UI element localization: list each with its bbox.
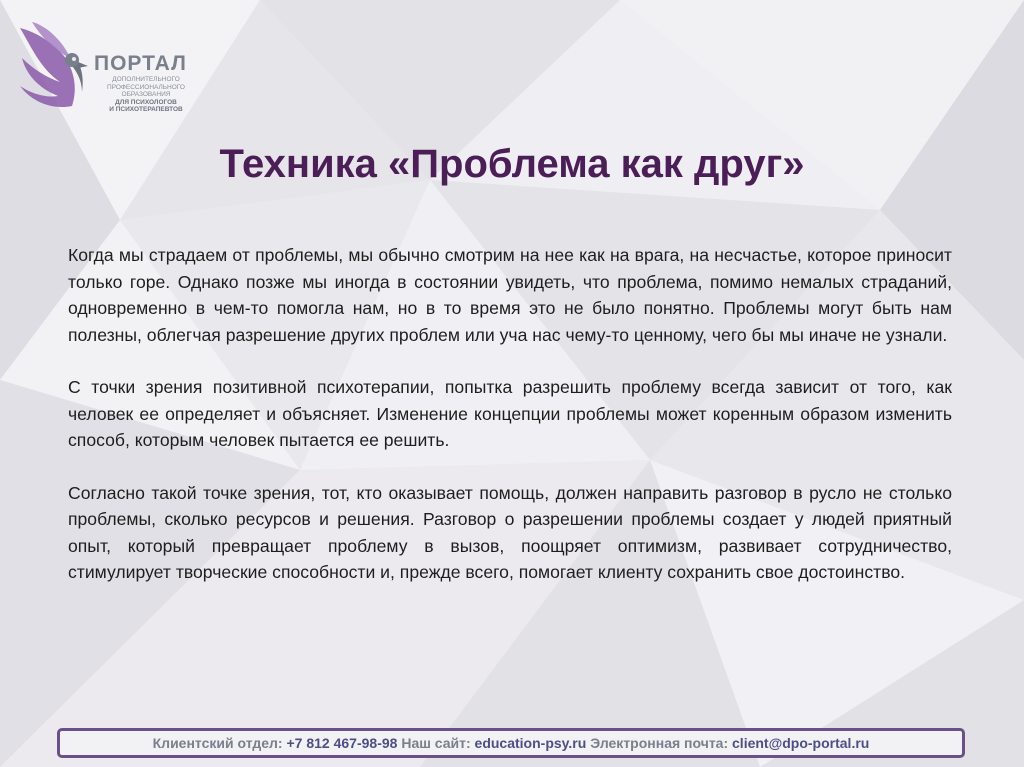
slide-body: [68, 242, 952, 612]
logo-title: ПОРТАЛ: [94, 52, 187, 75]
logo-line: ОБРАЗОВАНИЯ: [121, 91, 171, 98]
paragraph: Согласно такой точке зрения, тот, кто оказывает помощь, должен направить разговор в русло не столько проблемы, сколько ресурсов и решения. Разговор о разрешении проблемы создает у людей приятный опыт, который превращает проблему в вызов, поощряет оптимизм, развивает сотрудничество, стимулирует творческие способности и, прежде всего, помогает клиенту сохранить свое достоинство.: [68, 482, 952, 582]
phone-number[interactable]: +7 812 467-98-98: [286, 735, 398, 751]
logo-line: ДЛЯ ПСИХОЛОГОВ: [115, 98, 177, 106]
paragraph: С точки зрения позитивной психотерапии, попытка разрешить проблему всегда зависит от того, как человек ее определяет и объясняет. Изменение концепции проблемы может коренным образом изменить способ, которым человек пытается ее решить.: [68, 377, 952, 450]
logo-subtitle: [96, 76, 196, 114]
client-dept-label: Клиентский отдел:: [152, 735, 283, 751]
portal-logo: [12, 18, 192, 118]
paragraph: Когда мы страдаем от проблемы, мы обычно смотрим на нее как на врага, на несчастье, которое приносит только горе. Однако позже мы иногда в состоянии увидеть, что проблема, помимо немалых страданий, одновременно в чем-то помогла нам, но в то время это не было понятно. Проблемы могут быть нам полезны, облегчая разрешение других проблем или уча нас чему-то ценному, чего бы мы иначе не узнали.: [68, 245, 952, 345]
contact-footer: [57, 728, 965, 758]
logo-line: ПРОФЕССИОНАЛЬНОГО: [107, 83, 185, 91]
logo-line: И ПСИХОТЕРАПЕВТОВ: [109, 106, 183, 113]
site-label: Наш сайт:: [401, 735, 471, 751]
slide-title: Техника «Проблема как друг»: [219, 142, 805, 186]
email-label: Электронная почта:: [590, 735, 729, 751]
wing-logo-icon: [12, 18, 92, 113]
logo-line: ДОПОЛНИТЕЛЬНОГО: [112, 76, 180, 83]
site-link[interactable]: education-psy.ru: [474, 735, 587, 751]
email-link[interactable]: client@dpo-portal.ru: [732, 735, 870, 751]
